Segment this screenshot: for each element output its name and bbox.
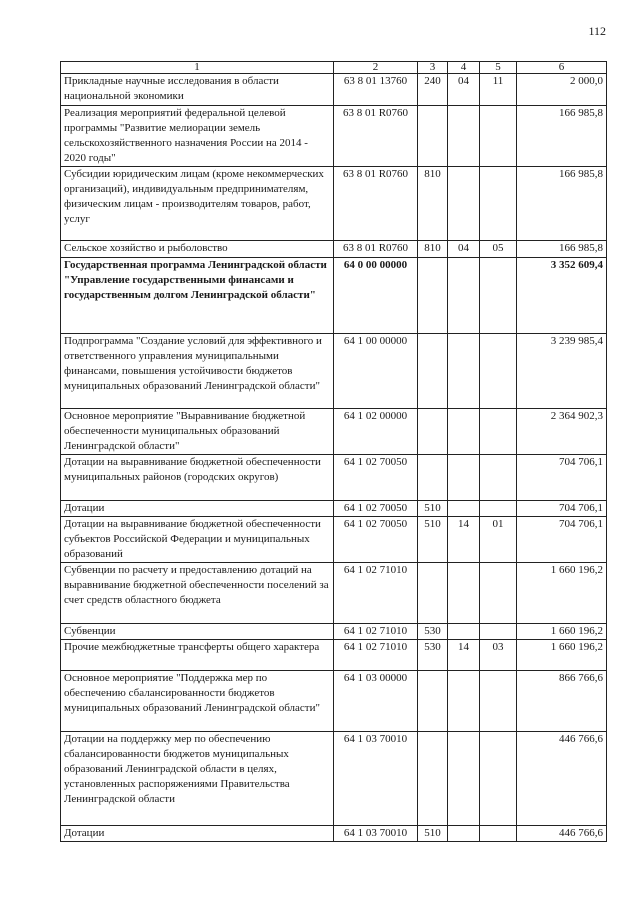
cell-expense-type xyxy=(418,563,448,624)
cell-section: 14 xyxy=(448,640,480,671)
cell-subsection xyxy=(480,409,517,455)
cell-subsection xyxy=(480,563,517,624)
cell-expense-type xyxy=(418,106,448,167)
cell-subsection xyxy=(480,732,517,826)
cell-subsection xyxy=(480,334,517,409)
cell-code: 63 8 01 R0760 xyxy=(334,167,418,241)
cell-code: 64 1 02 70050 xyxy=(334,455,418,501)
cell-expense-type xyxy=(418,409,448,455)
cell-subsection: 11 xyxy=(480,74,517,106)
cell-amount: 704 706,1 xyxy=(517,455,607,501)
table-row xyxy=(61,334,607,409)
cell-name: Дотации xyxy=(61,826,334,842)
table-row xyxy=(61,826,607,842)
table-row xyxy=(61,409,607,455)
cell-amount: 1 660 196,2 xyxy=(517,624,607,640)
cell-code: 64 1 02 71010 xyxy=(334,640,418,671)
cell-subsection xyxy=(480,455,517,501)
cell-expense-type: 530 xyxy=(418,640,448,671)
cell-subsection xyxy=(480,167,517,241)
cell-amount: 2 364 902,3 xyxy=(517,409,607,455)
cell-section xyxy=(448,501,480,517)
cell-expense-type: 240 xyxy=(418,74,448,106)
table-row xyxy=(61,624,607,640)
cell-expense-type xyxy=(418,455,448,501)
cell-amount: 166 985,8 xyxy=(517,241,607,258)
cell-section xyxy=(448,671,480,732)
cell-name: Дотации на поддержку мер по обеспечению сбалансированности бюджетов муниципальных образований Ленинградской области в целях, установленных распоряжениями Правительства Ленинградской области xyxy=(61,732,334,826)
cell-subsection xyxy=(480,671,517,732)
cell-subsection xyxy=(480,106,517,167)
table-row xyxy=(61,517,607,563)
table-row xyxy=(61,106,607,167)
table-row xyxy=(61,167,607,241)
cell-name: Дотации xyxy=(61,501,334,517)
column-header-pr: 5 xyxy=(480,62,517,74)
cell-name: Субвенции по расчету и предоставлению дотаций на выравнивание бюджетной обеспеченности поселений за счет средств областного бюджета xyxy=(61,563,334,624)
cell-amount: 704 706,1 xyxy=(517,501,607,517)
table-row xyxy=(61,671,607,732)
table-row xyxy=(61,74,607,106)
cell-amount: 446 766,6 xyxy=(517,826,607,842)
cell-name: Сельское хозяйство и рыболовство xyxy=(61,241,334,258)
table-row xyxy=(61,455,607,501)
cell-section xyxy=(448,167,480,241)
cell-section: 04 xyxy=(448,74,480,106)
cell-name: Субсидии юридическим лицам (кроме некоммерческих организаций), индивидуальным предпринимателям, физическим лицам - производителям товаров, работ, услуг xyxy=(61,167,334,241)
cell-section xyxy=(448,455,480,501)
table-row xyxy=(61,563,607,624)
cell-expense-type xyxy=(418,258,448,334)
column-header-rz: 4 xyxy=(448,62,480,74)
cell-name: Государственная программа Ленинградской области "Управление государственными финансами и государственным долгом Ленинградской области" xyxy=(61,258,334,334)
cell-amount: 3 352 609,4 xyxy=(517,258,607,334)
cell-expense-type: 530 xyxy=(418,624,448,640)
table-row xyxy=(61,258,607,334)
column-header-sum: 6 xyxy=(517,62,607,74)
cell-subsection: 01 xyxy=(480,517,517,563)
cell-name: Дотации на выравнивание бюджетной обеспеченности муниципальных районов (городских округов) xyxy=(61,455,334,501)
cell-amount: 1 660 196,2 xyxy=(517,563,607,624)
cell-expense-type: 810 xyxy=(418,167,448,241)
budget-table xyxy=(60,61,607,842)
cell-name: Основное мероприятие "Выравнивание бюджетной обеспеченности муниципальных образований Ленинградской области" xyxy=(61,409,334,455)
cell-name: Субвенции xyxy=(61,624,334,640)
cell-expense-type: 510 xyxy=(418,826,448,842)
cell-code: 64 1 02 70050 xyxy=(334,517,418,563)
cell-subsection xyxy=(480,624,517,640)
cell-code: 64 1 02 71010 xyxy=(334,624,418,640)
table-row xyxy=(61,501,607,517)
cell-section xyxy=(448,826,480,842)
table-row xyxy=(61,640,607,671)
cell-section xyxy=(448,732,480,826)
column-header-name: 1 xyxy=(61,62,334,74)
cell-section xyxy=(448,563,480,624)
cell-section xyxy=(448,258,480,334)
cell-name: Реализация мероприятий федеральной целевой программы "Развитие мелиорации земель сельскохозяйственного назначения России на 2014 - 2020 годы" xyxy=(61,106,334,167)
cell-section xyxy=(448,409,480,455)
table-row xyxy=(61,732,607,826)
cell-amount: 166 985,8 xyxy=(517,106,607,167)
cell-name: Основное мероприятие "Поддержка мер по обеспечению сбалансированности бюджетов муниципальных образований Ленинградской области" xyxy=(61,671,334,732)
cell-name: Прикладные научные исследования в области национальной экономики xyxy=(61,74,334,106)
page-number: 112 xyxy=(588,24,606,38)
cell-name: Дотации на выравнивание бюджетной обеспеченности субъектов Российской Федерации и муниципальных образований xyxy=(61,517,334,563)
cell-section xyxy=(448,106,480,167)
cell-code: 64 1 03 70010 xyxy=(334,826,418,842)
cell-expense-type xyxy=(418,334,448,409)
cell-expense-type xyxy=(418,671,448,732)
cell-code: 63 8 01 R0760 xyxy=(334,241,418,258)
cell-code: 63 8 01 13760 xyxy=(334,74,418,106)
cell-code: 64 1 02 00000 xyxy=(334,409,418,455)
cell-section xyxy=(448,334,480,409)
cell-subsection xyxy=(480,826,517,842)
cell-section: 14 xyxy=(448,517,480,563)
cell-code: 64 1 03 70010 xyxy=(334,732,418,826)
cell-amount: 866 766,6 xyxy=(517,671,607,732)
cell-expense-type: 510 xyxy=(418,501,448,517)
cell-section: 04 xyxy=(448,241,480,258)
cell-amount: 166 985,8 xyxy=(517,167,607,241)
cell-amount: 446 766,6 xyxy=(517,732,607,826)
table-row xyxy=(61,241,607,258)
cell-code: 64 1 02 70050 xyxy=(334,501,418,517)
cell-name: Подпрограмма "Создание условий для эффективного и ответственного управления муниципальными финансами, повышения устойчивости бюджетов муниципальных образований Ленинградской области" xyxy=(61,334,334,409)
cell-code: 64 0 00 00000 xyxy=(334,258,418,334)
cell-code: 64 1 00 00000 xyxy=(334,334,418,409)
cell-subsection xyxy=(480,501,517,517)
cell-section xyxy=(448,624,480,640)
cell-code: 64 1 02 71010 xyxy=(334,563,418,624)
column-header-code: 2 xyxy=(334,62,418,74)
column-header-vr: 3 xyxy=(418,62,448,74)
cell-expense-type xyxy=(418,732,448,826)
cell-expense-type: 510 xyxy=(418,517,448,563)
cell-code: 63 8 01 R0760 xyxy=(334,106,418,167)
cell-amount: 704 706,1 xyxy=(517,517,607,563)
table-header-row xyxy=(61,62,607,74)
cell-expense-type: 810 xyxy=(418,241,448,258)
cell-code: 64 1 03 00000 xyxy=(334,671,418,732)
cell-amount: 1 660 196,2 xyxy=(517,640,607,671)
cell-amount: 3 239 985,4 xyxy=(517,334,607,409)
cell-name: Прочие межбюджетные трансферты общего характера xyxy=(61,640,334,671)
cell-subsection: 03 xyxy=(480,640,517,671)
cell-amount: 2 000,0 xyxy=(517,74,607,106)
cell-subsection: 05 xyxy=(480,241,517,258)
cell-subsection xyxy=(480,258,517,334)
